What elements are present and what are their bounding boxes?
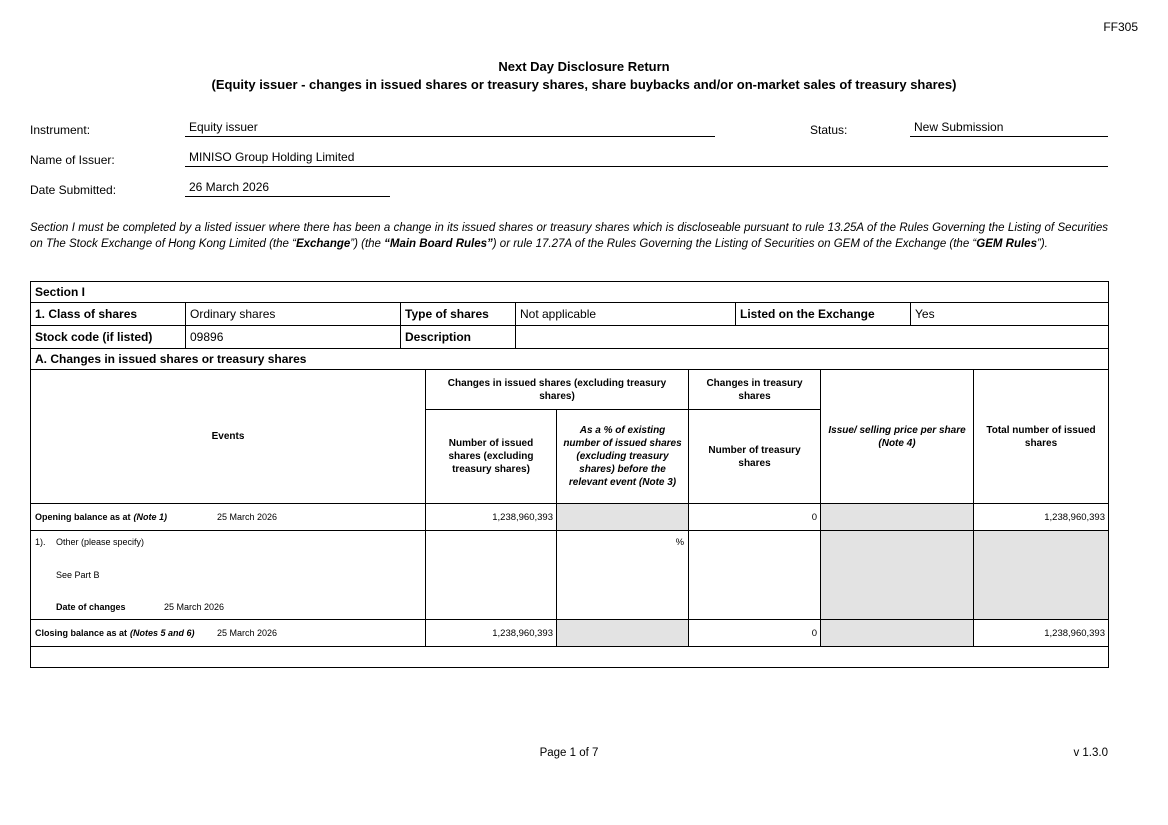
shaded-cell xyxy=(974,531,1109,620)
status-value: New Submission xyxy=(910,120,1108,137)
header-row-groups xyxy=(31,370,1109,410)
closing-number-treasury: 0 xyxy=(689,620,821,647)
closing-balance-note: (Notes 5 and 6) xyxy=(130,628,195,638)
intro-bold-exchange: Exchange xyxy=(295,237,351,250)
intro-text-segment: ”). xyxy=(1036,237,1048,250)
instrument-value: Equity issuer xyxy=(185,120,715,137)
empty-cell xyxy=(426,531,557,620)
intro-bold-main-board-rules: “Main Board Rules” xyxy=(384,237,493,250)
closing-balance-event-cell xyxy=(31,620,426,647)
header-fields xyxy=(30,116,1108,206)
page-footer xyxy=(30,747,1108,759)
class-of-shares-label: 1. Class of shares xyxy=(31,303,186,326)
stock-code-value: 09896 xyxy=(186,326,401,349)
section1-area xyxy=(30,281,1108,668)
date-submitted-row xyxy=(30,176,1108,197)
issuer-label: Name of Issuer: xyxy=(30,153,115,167)
stock-code-label: Stock code (if listed) xyxy=(31,326,186,349)
opening-balance-event-cell xyxy=(31,504,426,531)
closing-balance-row xyxy=(31,620,1109,647)
status-label: Status: xyxy=(810,123,848,137)
event1-cell xyxy=(31,531,426,620)
listed-on-exchange-value: Yes xyxy=(911,303,1109,326)
intro-note xyxy=(30,221,1108,253)
page-number: Page 1 of 7 xyxy=(539,747,599,759)
opening-number-treasury: 0 xyxy=(689,504,821,531)
event1-date-label: Date of changes xyxy=(56,602,126,612)
empty-cell xyxy=(689,531,821,620)
table-row xyxy=(31,326,1109,349)
event1-percent-cell: % xyxy=(557,531,689,620)
events-column-header: Events xyxy=(31,370,426,504)
shaded-cell xyxy=(821,504,974,531)
description-label: Description xyxy=(401,326,516,349)
shaded-cell xyxy=(821,620,974,647)
number-issued-column-header: Number of issued shares (excluding treasury shares) xyxy=(426,410,557,504)
opening-balance-row xyxy=(31,504,1109,531)
class-of-shares-value: Ordinary shares xyxy=(186,303,401,326)
closing-total: 1,238,960,393 xyxy=(974,620,1109,647)
opening-balance-label: Opening balance as at xyxy=(35,512,131,522)
event1-detail: See Part B xyxy=(56,569,100,580)
section1-header: Section I xyxy=(31,282,1109,303)
instrument-label: Instrument: xyxy=(30,123,91,137)
closing-number-issued: 1,238,960,393 xyxy=(426,620,557,647)
intro-text-segment: ) or rule 17.27A of the Rules Governing the Listing of Securities on GEM of the Exchange (the “ xyxy=(492,237,977,250)
listed-on-exchange-label: Listed on the Exchange xyxy=(736,303,911,326)
event1-index: 1). xyxy=(35,537,46,547)
shaded-cell xyxy=(557,620,689,647)
opening-balance-date: 25 March 2026 xyxy=(217,512,278,522)
description-value xyxy=(516,326,1109,349)
table-row xyxy=(31,349,1109,370)
part-a-header: A. Changes in issued shares or treasury shares xyxy=(31,349,1109,370)
opening-number-issued: 1,238,960,393 xyxy=(426,504,557,531)
type-of-shares-label: Type of shares xyxy=(401,303,516,326)
changes-table xyxy=(30,369,1109,668)
blank-row xyxy=(31,647,1109,668)
instrument-row xyxy=(30,116,1108,137)
event1-label: Other (please specify) xyxy=(56,537,145,547)
opening-total: 1,238,960,393 xyxy=(974,504,1109,531)
price-column-header: Issue/ selling price per share (Note 4) xyxy=(821,370,974,504)
page-subtitle: (Equity issuer - changes in issued shares or treasury shares, share buybacks and/or on-market sales of treasury shares) xyxy=(211,76,957,92)
form-code: FF305 xyxy=(1103,20,1138,34)
event1-row xyxy=(31,531,1109,620)
table-row xyxy=(31,282,1109,303)
closing-balance-date: 25 March 2026 xyxy=(217,628,278,638)
intro-text-segment: Section I must be completed by a listed issuer where there has been a change in its issued shares or treasury shares which is discloseable pursuant to rule 13.25A of the Rules Governing the Listing of Securities on The Stock Exchange of Hong Kong Limited (the “ xyxy=(30,222,1108,250)
issuer-row xyxy=(30,146,1108,167)
page-title: Next Day Disclosure Return xyxy=(498,59,670,74)
intro-text-segment: ”) (the xyxy=(350,237,385,250)
percent-column-header: As a % of existing number of issued shares (excluding treasury shares) before the relevant event (Note 3) xyxy=(557,410,689,504)
form-version: v 1.3.0 xyxy=(1073,747,1108,759)
treasury-shares-group-header: Changes in treasury shares xyxy=(689,370,821,410)
shaded-cell xyxy=(821,531,974,620)
table-row xyxy=(31,303,1109,326)
intro-bold-gem-rules: GEM Rules xyxy=(976,237,1037,250)
type-of-shares-value: Not applicable xyxy=(516,303,736,326)
title-block xyxy=(0,58,1168,93)
section1-table xyxy=(30,281,1109,370)
date-submitted-value: 26 March 2026 xyxy=(185,180,390,197)
issuer-value: MINISO Group Holding Limited xyxy=(185,150,1108,167)
opening-balance-note: (Note 1) xyxy=(133,512,168,522)
shaded-cell xyxy=(557,504,689,531)
empty-cell xyxy=(31,647,1109,668)
closing-balance-label: Closing balance as at xyxy=(35,628,128,638)
number-treasury-column-header: Number of treasury shares xyxy=(689,410,821,504)
issued-shares-group-header: Changes in issued shares (excluding treasury shares) xyxy=(426,370,689,410)
event1-date: 25 March 2026 xyxy=(164,602,225,612)
date-submitted-label: Date Submitted: xyxy=(30,183,117,197)
total-column-header: Total number of issued shares xyxy=(974,370,1109,504)
